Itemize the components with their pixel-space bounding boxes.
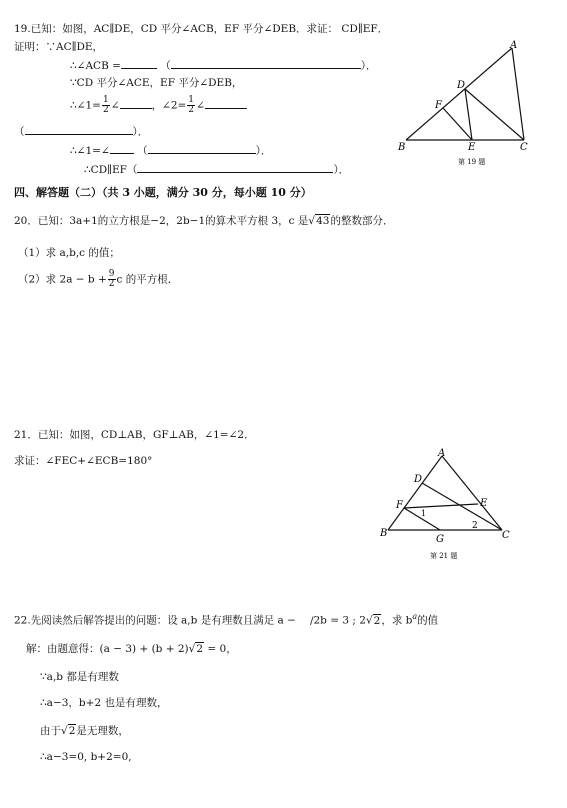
solution-text: 由于	[40, 725, 61, 737]
q22-equation: 2b = 3 ; 2	[313, 614, 366, 627]
radicand: 2	[196, 643, 204, 655]
sqrt-symbol: √	[365, 614, 373, 627]
reason-blank[interactable]	[148, 143, 256, 154]
paren-close: ）．	[132, 126, 149, 138]
paren-close: ）．	[360, 60, 377, 72]
label-angle-2: 2	[472, 521, 478, 531]
q19-line2	[70, 58, 377, 73]
q20-line1	[14, 214, 393, 228]
segment-fe	[404, 504, 478, 508]
q22-solution-4	[40, 724, 129, 738]
q22-ask-end: 的值	[417, 614, 439, 627]
paren-close: ）．	[333, 164, 350, 176]
q22-solution-2: ∵a,b 都是有理数	[40, 671, 119, 683]
paren-open: （	[160, 60, 171, 72]
q19-line7	[84, 162, 349, 177]
q20-text: 20．已知：3a+1的立方根是−2，2b−1的算术平方根 3，c 是	[14, 215, 309, 227]
q22-ask: ，求 b	[381, 614, 413, 627]
segment-de	[465, 89, 472, 140]
q19-title: 19.已知：如图，AC∥DE，CD 平分∠ACB，EF 平分∠DEB．求证： CD∥EF．	[14, 23, 389, 35]
label-b: B	[380, 528, 388, 539]
angle2-eq: ，∠2=	[151, 99, 187, 112]
solution-text: 解：由题意得：(a − 3) + (b + 2)	[26, 643, 189, 655]
label-a: A	[510, 40, 518, 51]
paren-close: ）．	[255, 145, 272, 157]
reason-blank[interactable]	[25, 124, 133, 135]
q20-part2	[18, 270, 178, 289]
segment-ac	[512, 48, 524, 140]
paren-open: （	[137, 145, 148, 157]
radicand: 2	[68, 725, 76, 737]
sqrt-symbol: √	[308, 215, 316, 227]
half-fraction: $\frac{1}{2}$	[188, 95, 195, 115]
answer-blank[interactable]	[121, 58, 157, 69]
sqrt-symbol: √	[188, 643, 196, 655]
answer-blank[interactable]	[205, 98, 247, 109]
q22-solution-3: ∴a−3，b+2 也是有理数，	[40, 697, 168, 709]
radicand: 2	[373, 614, 381, 627]
answer-blank[interactable]	[120, 98, 152, 109]
segment-dc	[465, 89, 524, 140]
solution-text-end: 是无理数，	[76, 725, 129, 737]
figure-19	[396, 36, 546, 168]
label-f: F	[435, 100, 442, 111]
angle1-eq-angle: ∴∠1=∠	[70, 145, 110, 157]
figure-21-caption: 第 21 题	[430, 552, 458, 560]
label-f: F	[396, 500, 403, 511]
sqrt-symbol: √	[61, 725, 68, 737]
label-e: E	[468, 142, 476, 153]
reason-blank[interactable]	[137, 162, 333, 173]
q22-line1: 22.先阅读然后解答提出的问题：设 a,b 是有理数且满足 a − /2b = 3 ; 2√2，求 $b^a$的值	[14, 612, 439, 627]
label-a: A	[438, 448, 446, 459]
exponent: a	[412, 612, 418, 621]
label-angle-1: 1	[421, 509, 427, 518]
q20-part2-text: （2）求 2a − b +	[18, 273, 107, 286]
solution-text-end: = 0，	[204, 643, 237, 655]
label-d: D	[457, 80, 466, 91]
segment-ac	[442, 456, 502, 530]
q22-solution-5: ∴a−3=0, b+2=0,	[40, 751, 132, 763]
q19-line4	[70, 96, 247, 115]
q19-line5	[14, 124, 148, 139]
q21-line1: 21．已知：如图，CD⊥AB，GF⊥AB，∠1=∠2．	[14, 429, 255, 441]
angle-symbol: ∠	[110, 99, 120, 112]
label-b: B	[398, 142, 406, 153]
angle1-eq: ∴∠1=	[70, 99, 101, 112]
q19-proof-start: 证明：∵AC∥DE，	[14, 41, 104, 53]
label-g: G	[436, 534, 444, 545]
q20-part1: （1）求 a,b,c 的值；	[18, 247, 120, 259]
label-d: D	[414, 474, 423, 485]
q19-line3: ∵CD 平分∠ACE，EF 平分∠DEB，	[70, 77, 243, 89]
radicand: 43	[316, 215, 330, 227]
nine-halves-fraction: $\frac{9}{2}$	[108, 269, 115, 289]
figure-21	[374, 446, 524, 566]
q21-line2: 求证：∠FEC+∠ECB=180°	[14, 455, 153, 467]
segment-ba	[388, 456, 442, 530]
reason-blank[interactable]	[171, 58, 361, 69]
figure-19-caption: 第 19 题	[458, 158, 486, 166]
label-c: C	[502, 530, 510, 541]
q19-line2-text: ∴∠ACB =	[70, 60, 121, 72]
label-c: C	[520, 142, 528, 153]
conclusion-text: ∴CD∥EF（	[84, 164, 138, 176]
paren-open: （	[14, 126, 25, 138]
q22-text: 22.先阅读然后解答提出的问题：设 a,b 是有理数且满足 a −	[14, 614, 296, 627]
answer-blank[interactable]	[110, 143, 134, 154]
q22-solution-1	[26, 642, 237, 656]
q20-part2-end: c 的平方根．	[116, 273, 179, 286]
q19-line6	[70, 143, 271, 158]
segment-fe	[443, 108, 472, 140]
q20-text-end: 的整数部分．	[330, 215, 394, 227]
angle-symbol: ∠	[196, 99, 205, 112]
half-fraction: $\frac{1}{2}$	[102, 95, 109, 115]
label-e: E	[480, 498, 488, 509]
section-heading: 四、解答题（二）（共 3 小题，满分 30 分，每小题 10 分）	[14, 186, 312, 199]
